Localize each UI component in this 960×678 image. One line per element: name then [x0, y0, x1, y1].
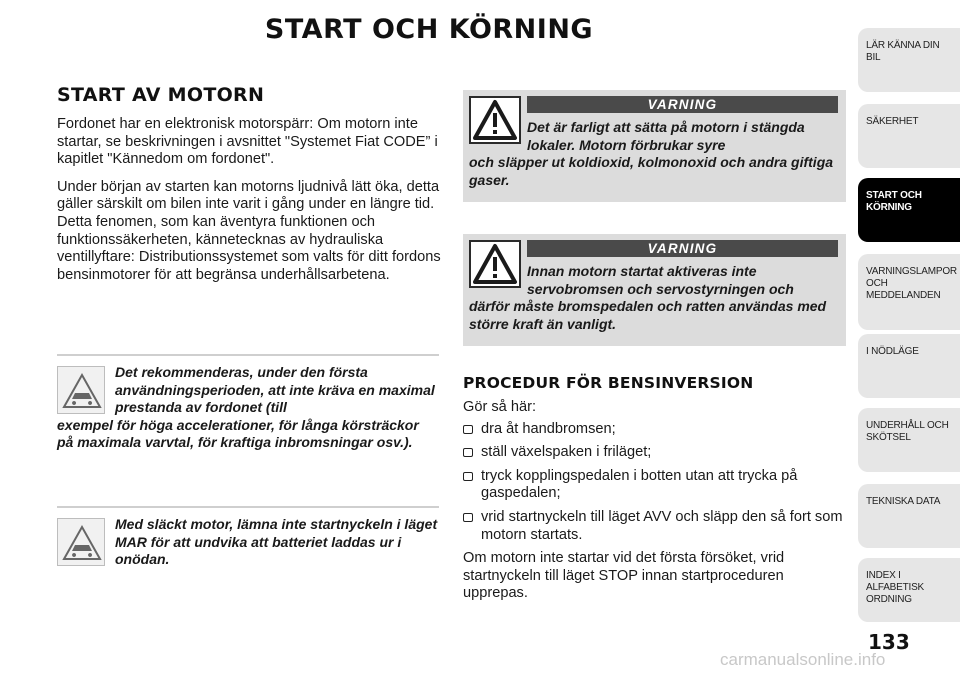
tab-i-nodlage[interactable]: I NÖDLÄGE: [858, 334, 960, 398]
left-column: [57, 84, 441, 294]
tab-sakerhet[interactable]: SÄKERHET: [858, 104, 960, 168]
procedure-title: PROCEDUR FÖR BENSINVERSION: [463, 374, 754, 392]
paragraph-immobilizer: Fordonet har en elektronisk motorspärr: Om motorn inte startar, se beskrivningen i avsnittet "Systemet Fiat CODE” i kapitlet "Kännedom om fordonet".: [57, 116, 438, 168]
tab-varningslampor[interactable]: VARNINGSLAMPOR OCH MEDDELANDEN: [858, 254, 960, 330]
procedure-outro: Om motorn inte startar vid det första försöket, vrid startnyckeln till läget STOP innan startproceduren upprepas.: [463, 550, 785, 602]
warning-box-power-assist: [463, 234, 846, 346]
checkbox-bullet-icon: [463, 472, 473, 481]
paragraph-engine-noise: Under början av starten kan motorns ljudnivå lätt öka, detta gäller särskilt om bilen inte varit i gång under en längre tid. Detta fenomen, som kan äventyra funktionen och funktionssäkerheten, kännetecknas av hydrauliska ventillyftare: Distributionssystemet som valts för ditt fordons bensinmotorer för att begränsa underhållsarbetena.: [57, 178, 441, 283]
warning-box-closed-spaces: [463, 90, 846, 202]
note-first-use: [57, 354, 439, 452]
list-item: ställ växelspaken i friläget;: [463, 444, 848, 462]
tab-index[interactable]: INDEX I ALFABETISK ORDNING: [858, 558, 960, 622]
warning-text-first: Det är farligt att sätta på motorn i stängda lokaler. Motorn förbrukar syre: [527, 119, 805, 153]
warning-text-rest: därför måste bromspedalen och ratten användas med större kraft än vanligt.: [469, 298, 827, 332]
warning-text-first: Innan motorn startat aktiveras inte servobromsen och servostyrningen och: [527, 263, 794, 297]
warning-text-rest: och släpper ut koldioxid, kolmonoxid och andra giftiga gaser.: [469, 154, 834, 188]
warning-triangle-icon: [469, 240, 521, 288]
list-item: tryck kopplingspedalen i botten utan att trycka på gaspedalen;: [463, 468, 848, 503]
note-text-first: Det rekommenderas, under den första användningsperioden, att inte kräva en maximal prestanda av fordonet (till: [115, 364, 435, 416]
page-number: 133: [868, 630, 910, 654]
tab-lar-kanna-din-bil[interactable]: LÄR KÄNNA DIN BIL: [858, 28, 960, 92]
note-battery: [57, 506, 439, 569]
tab-start-och-korning[interactable]: START OCH KÖRNING: [858, 178, 960, 242]
procedure-steps: [463, 421, 848, 545]
procedure-intro: Gör så här:: [463, 399, 536, 415]
chapter-tabs: [858, 0, 960, 678]
list-item: vrid startnyckeln till läget AVV och släpp den så fort som motorn startats.: [463, 509, 848, 544]
car-note-icon: [57, 518, 105, 566]
checkbox-bullet-icon: [463, 513, 473, 522]
watermark: carmanualsonline.info: [720, 650, 886, 669]
note-text-first: Med släckt motor, lämna inte startnyckeln i läget MAR för att undvika att batteriet laddas ur i onödan.: [115, 516, 438, 568]
checkbox-bullet-icon: [463, 425, 473, 434]
warning-label: VARNING: [527, 240, 838, 257]
note-text-rest: exempel för höga accelerationer, för långa körsträckor på maximala varvtal, för kraftiga inbromsningar osv.).: [57, 416, 419, 451]
warning-label: VARNING: [527, 96, 838, 113]
section-title: START AV MOTORN: [57, 84, 265, 106]
list-item: dra åt handbromsen;: [463, 421, 848, 439]
procedure-section: [463, 374, 848, 613]
tab-underhall[interactable]: UNDERHÅLL OCH SKÖTSEL: [858, 408, 960, 472]
tab-tekniska-data[interactable]: TEKNISKA DATA: [858, 484, 960, 548]
car-note-icon: [57, 366, 105, 414]
checkbox-bullet-icon: [463, 448, 473, 457]
warning-triangle-icon: [469, 96, 521, 144]
page-title: START OCH KÖRNING: [264, 14, 594, 45]
